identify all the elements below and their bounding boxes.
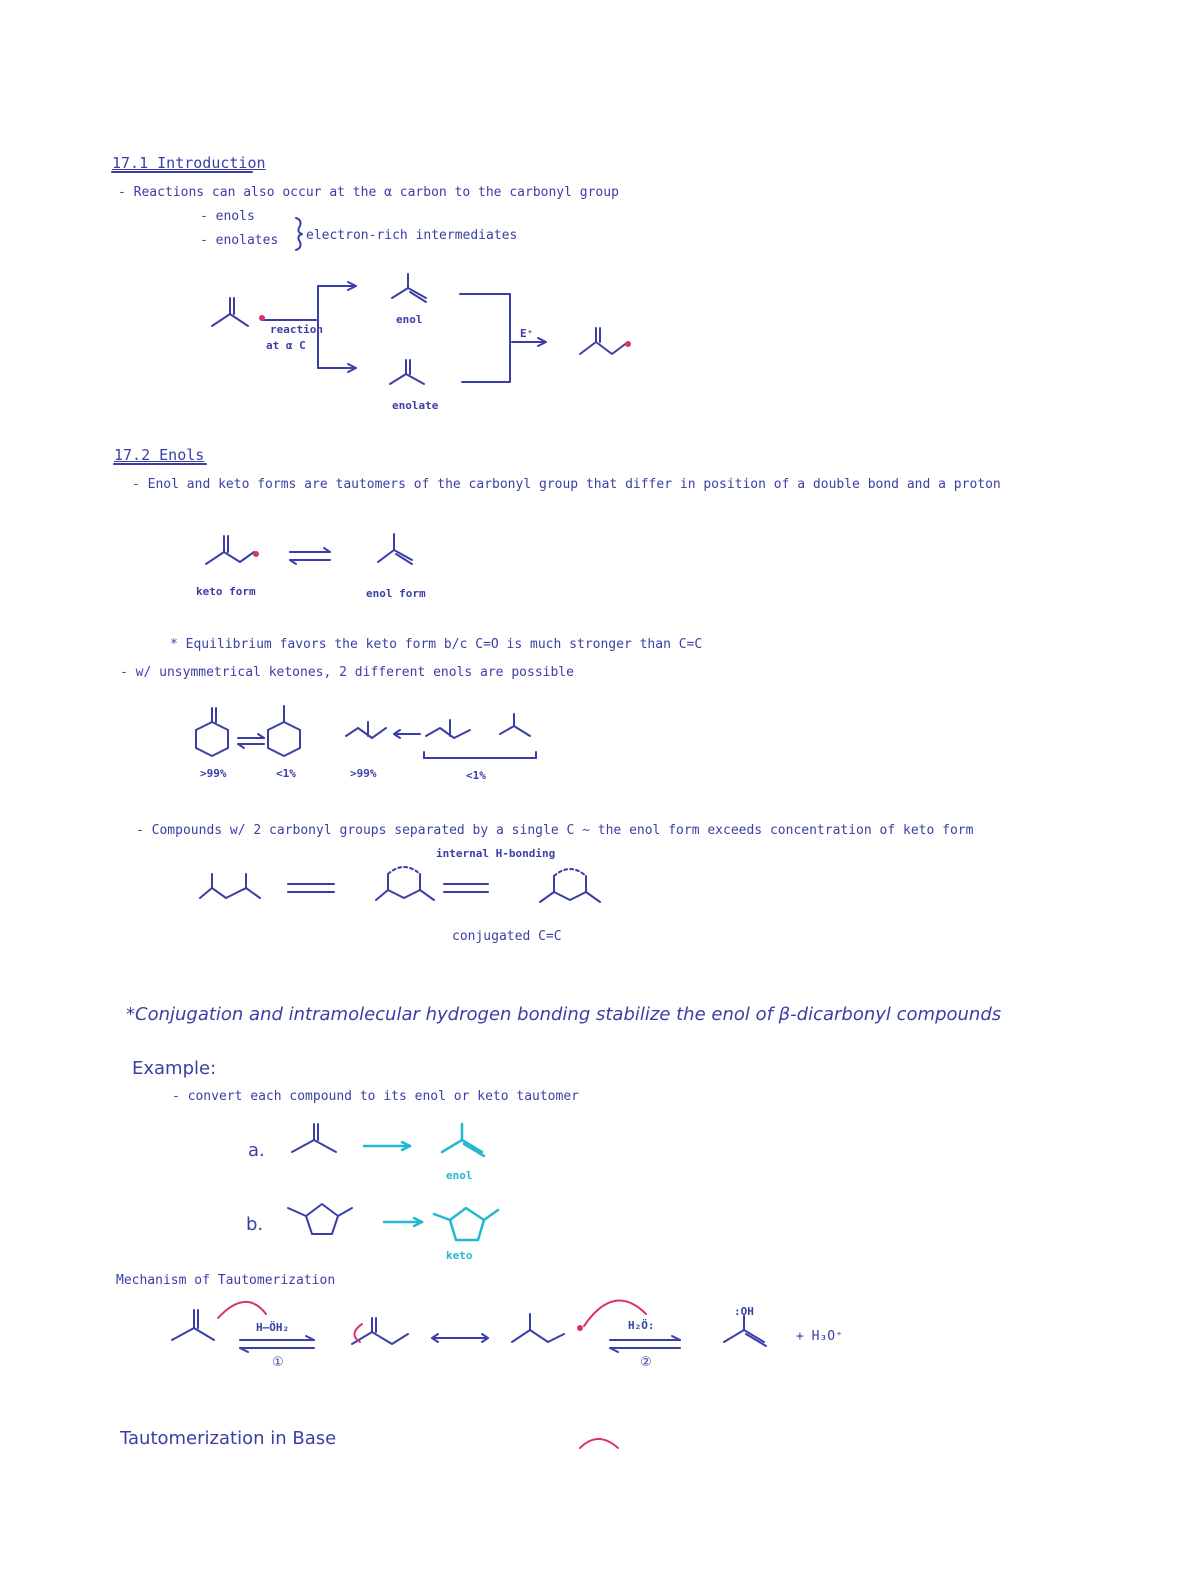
answer-cyclopentanone (450, 1208, 484, 1240)
section-heading-enols: 17.2 Enols (114, 446, 205, 464)
percentage-label: <1% (466, 769, 486, 782)
scheme-enolate-label: enolate (392, 399, 439, 412)
alpha-h-dot (625, 341, 631, 347)
mechanism-product-plus: + H₃O⁺ (796, 1329, 843, 1344)
mechanism-heading: Mechanism of Tautomerization (116, 1273, 336, 1288)
cyclohexenol (268, 722, 300, 756)
enol-hbond (540, 892, 600, 902)
keto-form-label: keto form (196, 585, 256, 598)
unsymmetrical-note: - w/ unsymmetrical ketones, 2 different enols are possible (120, 665, 574, 680)
brace-note: electron-rich intermediates (306, 228, 518, 243)
cyclopentenol (306, 1204, 338, 1234)
scheme-electrophile-label: E⁺ (520, 327, 534, 340)
example-heading: Example: (132, 1058, 217, 1079)
mechanism-reagent-1: H–ÖH₂ (256, 1321, 290, 1334)
curved-arrow (218, 1302, 266, 1318)
percentage-label: <1% (276, 767, 296, 780)
tautomer-bullet: - Enol and keto forms are tautomers of the carbonyl group that differ in position of a double bond and a proton (132, 477, 1001, 492)
mechanism-oh-label: :OH (734, 1305, 754, 1318)
intro-bullet: - Reactions can also occur at the α carbon to the carbonyl group (118, 185, 619, 200)
percentage-label: >99% (350, 767, 377, 780)
scheme-arrow-label-reaction: reaction (270, 323, 323, 336)
stabilize-note: *Conjugation and intramolecular hydrogen bonding stabilize the enol of β-dicarbonyl compounds (126, 1004, 1002, 1025)
hbond-label: internal H-bonding (436, 847, 556, 860)
resonance-cation (512, 1330, 564, 1342)
scheme-enol-label: enol (396, 313, 423, 326)
starting-ketone (212, 298, 248, 326)
alpha-h-dot (577, 1325, 583, 1331)
example-instruction: - convert each compound to its enol or keto tautomer (172, 1089, 579, 1104)
enol-hbond (376, 890, 434, 900)
alpha-h-dot (253, 551, 259, 557)
enolate-structure (390, 360, 424, 384)
example-part-b-label: b. (246, 1214, 264, 1235)
alpha-substituted-product (580, 328, 628, 354)
scheme-arrow-label-alpha: at α C (266, 339, 306, 352)
diketone (200, 888, 260, 898)
example-part-a-answer-label: enol (446, 1169, 473, 1182)
merge-bracket (460, 294, 510, 382)
acyclic-ketone (346, 728, 386, 738)
section-heading-introduction: 17.1 Introduction (112, 154, 266, 172)
cyclohexanone (196, 722, 228, 756)
enol-form-structure (378, 534, 412, 564)
acyclic-enol (426, 728, 470, 738)
percentage-label: >99% (200, 767, 227, 780)
mechanism-step-2: ② (640, 1355, 652, 1370)
acyclic-enol (500, 726, 530, 736)
keto-structure (206, 536, 254, 564)
equilibrium-note: * Equilibrium favors the keto form b/c C=O is much stronger than C=C (170, 637, 703, 652)
alpha-h-dot (259, 315, 265, 321)
equilibrium-arrows (290, 548, 330, 564)
acetone (292, 1140, 336, 1152)
intro-item-enolates: - enolates (200, 233, 279, 248)
enol-form-label: enol form (366, 587, 426, 600)
curved-arrow (584, 1301, 646, 1326)
example-part-a-label: a. (248, 1140, 265, 1161)
base-heading: Tautomerization in Base (120, 1428, 337, 1449)
curved-arrow (580, 1439, 618, 1448)
dicarbonyl-note: - Compounds w/ 2 carbonyl groups separated by a single C ~ the enol form exceeds concentration of keto form (136, 823, 974, 838)
intro-item-enols: - enols (200, 209, 255, 224)
mechanism-ketone (172, 1328, 214, 1340)
example-part-b-answer-label: keto (446, 1249, 473, 1262)
brace (296, 218, 302, 250)
enol-structure (392, 274, 426, 302)
mechanism-step-1: ① (272, 1355, 284, 1370)
conjugated-label: conjugated C=C (452, 929, 562, 944)
mechanism-reagent-2: H₂Ö: (628, 1319, 655, 1332)
